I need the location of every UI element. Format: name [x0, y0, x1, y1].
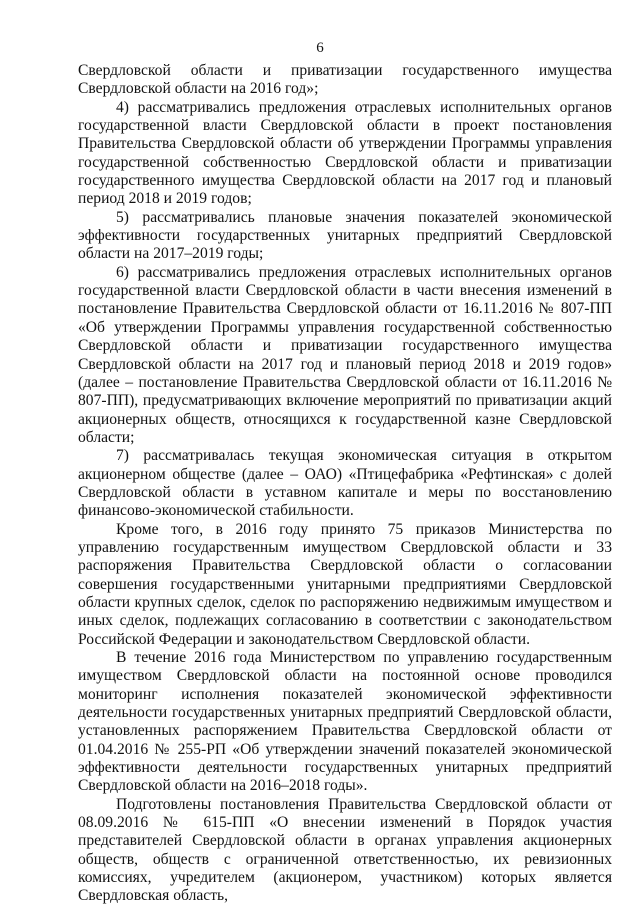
paragraph-item-4: 4) рассматривались предложения отраслевых исполнительных органов государственной власти Свердловской области в проект постановления Правительства Свердловской области об утверждении Программы управления государственной собственностью Свердловской области и приватизации государственного имущества Свердловской области на 2017 год и плановый период 2018 и 2019 годов; [78, 98, 612, 208]
paragraph-monitoring: В течение 2016 года Министерством по управлению государственным имуществом Свердловской области на постоянной основе проводился мониторинг исполнения показателей экономической эффективности деятельности государственных унитарных предприятий Свердловской области, установленных распоряжением Правительства Свердловской области от 01.04.2016 № 255-РП «Об утверждении значений показателей экономической эффективности деятельности государственных унитарных предприятий Свердловской области на 2016–2018 годы». [78, 649, 612, 795]
paragraph-resolutions: Подготовлены постановления Правительства Свердловской области от 08.09.2016 № 615-ПП «О внесении изменений в Порядок участия представителей Свердловской области в органах управления акционерных обществ, обществ с ограниченной ответственностью, их ревизионных комиссиях, учредителем (акционером, участником) которых является Свердловская область, [78, 795, 612, 905]
paragraph-item-5: 5) рассматривались плановые значения показателей экономической эффективности государственных унитарных предприятий Свердловской области на 2017–2019 годы; [78, 208, 612, 263]
document-body [78, 62, 612, 906]
paragraph-item-6: 6) рассматривались предложения отраслевых исполнительных органов государственной власти Свердловской области в части внесения изменений в постановление Правительства Свердловской области от 16.11.2016 № 807-ПП «Об утверждении Программы управления государственной собственностью Свердловской области и приватизации государственного имущества Свердловской области на 2017 год и плановый период 2018 и 2019 годов» (далее – постановление Правительства Свердловской области от 16.11.2016 № 807-ПП), предусматривающих включение мероприятий по приватизации акций акционерных обществ, относящихся к государственной казне Свердловской области; [78, 263, 612, 446]
paragraph-orders: Кроме того, в 2016 году принято 75 приказов Министерства по управлению государственным имуществом Свердловской области и 33 распоряжения Правительства Свердловской области о согласовании совершения государственными унитарными предприятиями Свердловской области крупных сделок, сделок по распоряжению недвижимым имуществом и иных сделок, подлежащих согласованию в соответствии с законодательством Российской Федерации и законодательством Свердловской области. [78, 520, 612, 648]
page-number: 6 [316, 40, 324, 56]
paragraph-item-7: 7) рассматривалась текущая экономическая ситуация в открытом акционерном обществе (далее – ОАО) «Птицефабрика «Рефтинская» с долей Свердловской области в уставном капитале и меры по восстановлению финансово-экономической стабильности. [78, 447, 612, 520]
paragraph-continuation: Свердловской области и приватизации государственного имущества Свердловской области на 2016 год»; [78, 62, 612, 98]
